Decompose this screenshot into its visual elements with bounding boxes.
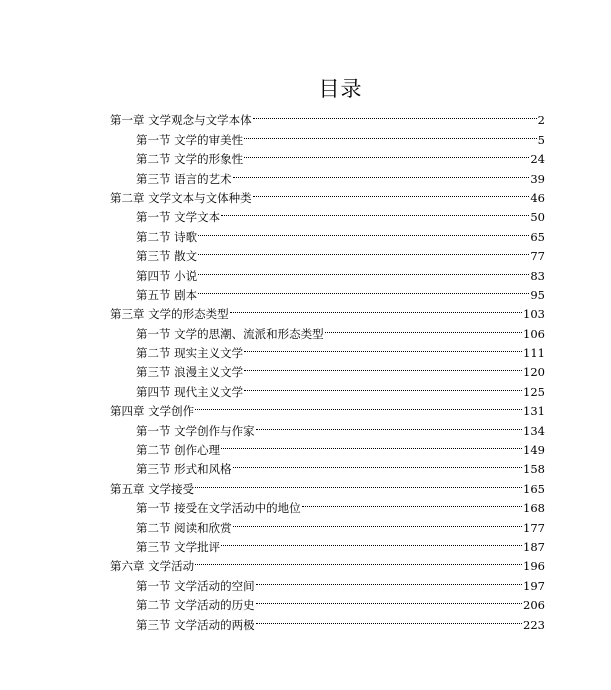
toc-page-number: 223 [523,617,545,632]
toc-entry-label: 第三节 形式和风格 [136,462,232,477]
dot-leader [256,570,522,589]
dot-leader [244,376,522,395]
dot-leader [198,221,529,240]
toc-page-number: 50 [530,210,545,225]
toc-page-number: 2 [537,113,545,128]
toc-entry-label: 第二节 诗歌 [136,229,198,244]
toc-page-number: 103 [523,307,545,322]
dot-leader [195,396,522,415]
toc-page-number: 196 [523,559,545,574]
toc-page-number: 65 [530,229,545,244]
toc-page-number: 95 [530,287,545,302]
toc-page-number: 125 [523,384,545,399]
dot-leader [253,183,530,202]
toc-page-number: 111 [523,346,545,361]
toc-entry-label: 第二章 文学文本与文体种类 [110,190,252,205]
dot-leader [195,473,522,492]
toc-entry-label: 第六章 文学活动 [110,559,195,574]
toc-entry-label: 第三节 文学批评 [136,539,221,554]
toc-entry-label: 第四章 文学创作 [110,404,195,419]
dot-leader [233,512,522,531]
toc-entry-label: 第五章 文学接受 [110,481,195,496]
toc-page-number: 165 [523,481,545,496]
dot-leader [221,435,522,454]
dot-leader [325,318,522,337]
dot-leader [233,163,530,182]
dot-leader [221,532,522,551]
dot-leader [230,299,522,318]
toc-entry-label: 第三节 浪漫主义文学 [136,365,244,380]
toc-entry-label: 第一节 文学活动的空间 [136,578,255,593]
toc-entry-label: 第四节 现代主义文学 [136,384,244,399]
page-title: 目录 [318,77,363,101]
toc-entry-label: 第一节 文学文本 [136,210,221,225]
dot-leader [198,280,529,299]
dot-leader [233,454,522,473]
dot-leader [256,609,522,628]
dot-leader [244,144,529,163]
toc-entry-label: 第二节 创作心理 [136,443,221,458]
toc-page-number: 106 [523,326,545,341]
toc-entry-label: 第一节 文学创作与作家 [136,423,255,438]
toc-page-number: 46 [530,190,545,205]
dot-leader [244,338,522,357]
dot-leader [198,260,529,279]
toc-entry-label: 第一节 文学的审美性 [136,132,244,147]
dot-leader [221,202,529,221]
toc-entry-label: 第二节 现实主义文学 [136,346,244,361]
toc-page-number: 131 [523,404,545,419]
toc-entry-label: 第三章 文学的形态类型 [110,307,229,322]
toc-page-number: 134 [523,423,545,438]
toc-page-number: 197 [523,578,545,593]
dot-leader [256,590,522,609]
toc-entry-label: 第三节 散文 [136,249,198,264]
dot-leader [244,357,522,376]
toc-chapter-entry[interactable] [110,105,545,128]
toc-entry-label: 第二节 文学的形象性 [136,152,244,167]
toc-page-number: 206 [523,598,545,613]
toc-page-number: 120 [523,365,545,380]
toc-page-number: 158 [523,462,545,477]
toc-page-number: 39 [530,171,545,186]
dot-leader [244,124,537,143]
toc-entry-label: 第三节 文学活动的两极 [136,617,255,632]
toc-page-number: 177 [523,520,545,535]
dot-leader [253,105,537,124]
toc-page-number: 83 [530,268,545,283]
toc-page-number: 77 [530,249,545,264]
toc-entry-label: 第四节 小说 [136,268,198,283]
dot-leader [256,415,522,434]
toc-page-number: 149 [523,443,545,458]
toc-page-number: 5 [537,132,545,147]
toc-entry-label: 第一节 接受在文学活动中的地位 [136,501,301,516]
toc-entry-label: 第一节 文学的思潮、流派和形态类型 [136,326,324,341]
dot-leader [302,493,522,512]
toc-entry-label: 第一章 文学观念与文学本体 [110,113,252,128]
toc-entry-label: 第三节 语言的艺术 [136,171,232,186]
dot-leader [198,241,529,260]
toc-page-number: 24 [530,152,545,167]
toc-page-number: 168 [523,501,545,516]
dot-leader [195,551,522,570]
toc-entry-label: 第二节 文学活动的历史 [136,598,255,613]
toc-page-number: 187 [523,539,545,554]
table-of-contents [110,105,545,632]
toc-entry-label: 第二节 阅读和欣赏 [136,520,232,535]
toc-entry-label: 第五节 剧本 [136,287,198,302]
